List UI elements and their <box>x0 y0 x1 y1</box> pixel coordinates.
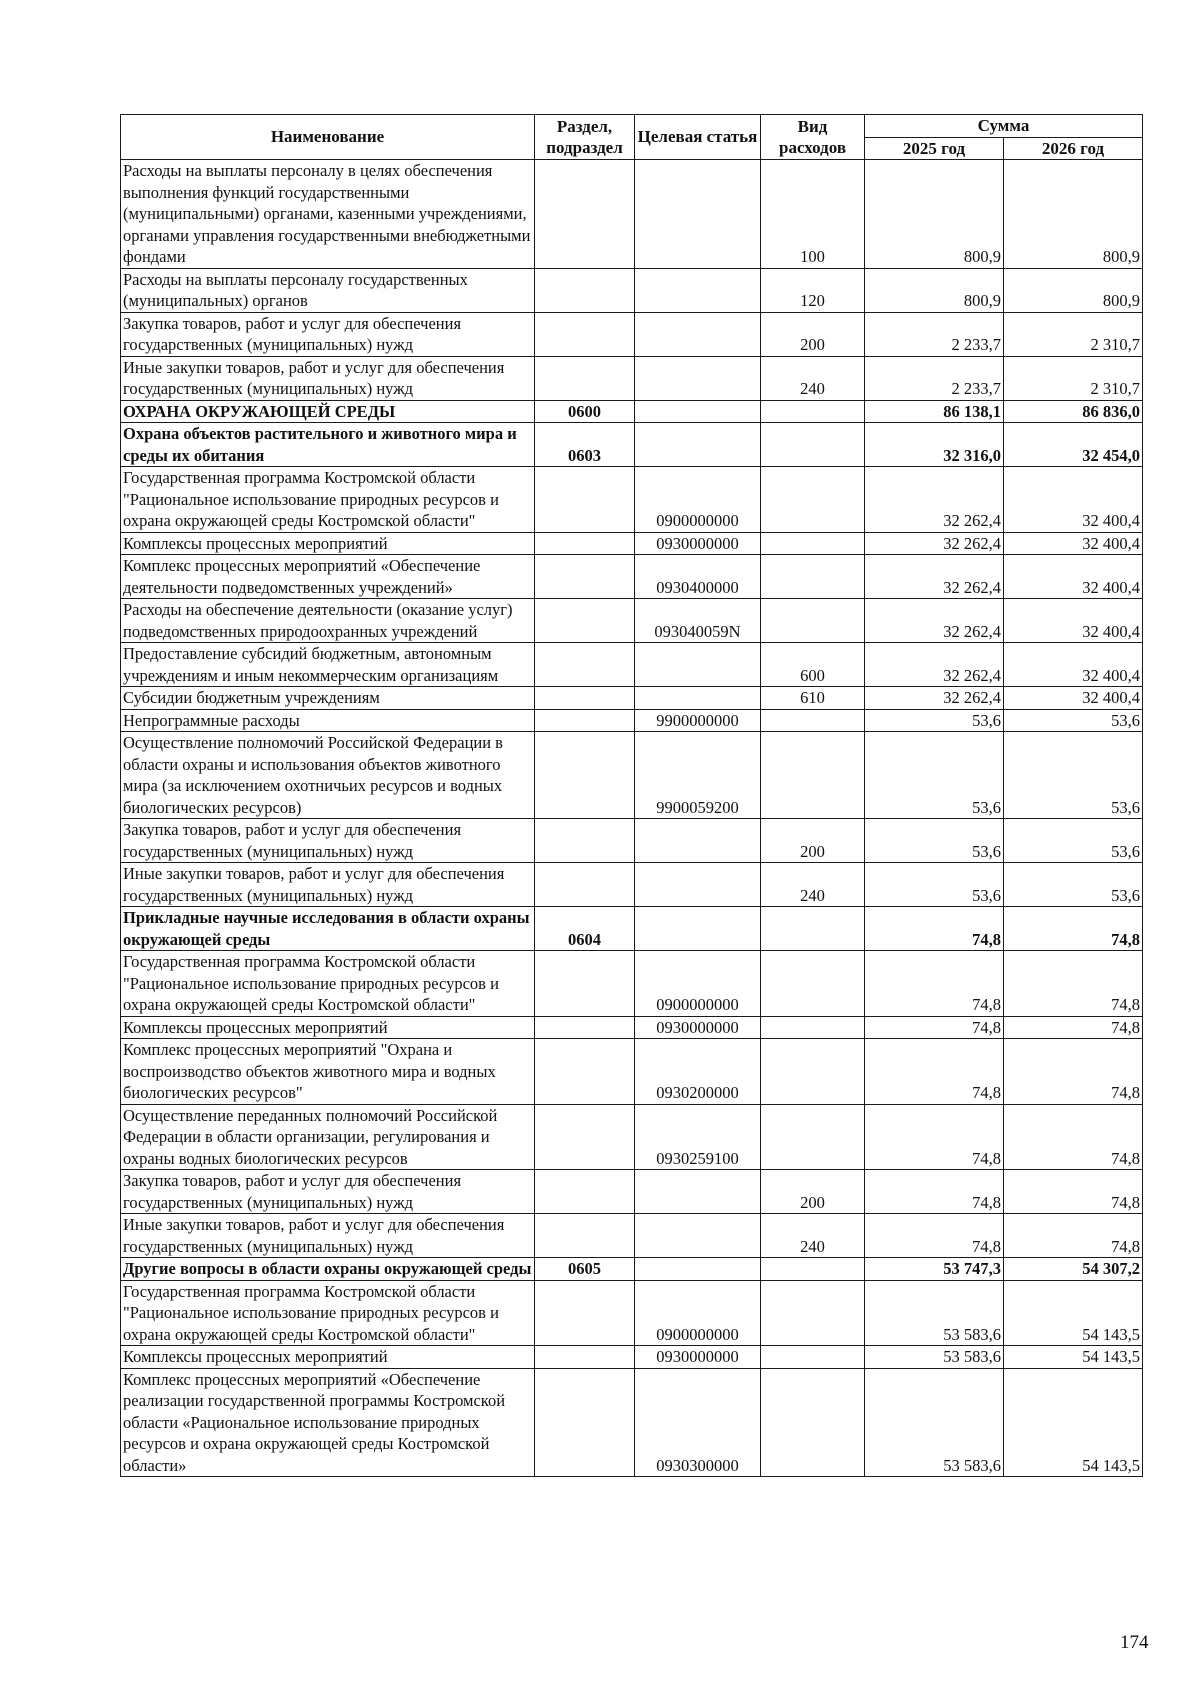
row-sum-2026: 2 310,7 <box>1004 356 1143 400</box>
row-section <box>535 1104 635 1170</box>
row-target: 0900000000 <box>635 951 761 1017</box>
row-target: 0900000000 <box>635 1280 761 1346</box>
row-target: 0930259100 <box>635 1104 761 1170</box>
table-row <box>121 400 1143 423</box>
row-kind <box>761 1258 865 1281</box>
row-sum-2025: 74,8 <box>865 907 1004 951</box>
row-sum-2025: 53,6 <box>865 863 1004 907</box>
row-name: Комплекс процессных мероприятий "Охрана и воспроизводство объектов животного мира и водных биологических ресурсов" <box>121 1039 535 1105</box>
row-sum-2025: 32 262,4 <box>865 555 1004 599</box>
table-row <box>121 312 1143 356</box>
row-section <box>535 1346 635 1369</box>
row-sum-2026: 74,8 <box>1004 1104 1143 1170</box>
row-sum-2026: 54 143,5 <box>1004 1280 1143 1346</box>
row-target <box>635 423 761 467</box>
page-number: 174 <box>1120 1632 1149 1653</box>
row-sum-2025: 53 583,6 <box>865 1280 1004 1346</box>
row-kind <box>761 1368 865 1477</box>
row-sum-2025: 74,8 <box>865 1039 1004 1105</box>
row-target: 9900059200 <box>635 732 761 819</box>
row-kind: 100 <box>761 160 865 269</box>
table-row <box>121 1258 1143 1281</box>
row-name: Непрограммные расходы <box>121 709 535 732</box>
row-sum-2026: 53,6 <box>1004 732 1143 819</box>
row-sum-2025: 86 138,1 <box>865 400 1004 423</box>
header-name: Наименование <box>121 115 535 160</box>
row-name: Другие вопросы в области охраны окружающей среды <box>121 1258 535 1281</box>
row-target <box>635 863 761 907</box>
row-target: 093040059N <box>635 599 761 643</box>
row-kind <box>761 709 865 732</box>
row-kind: 610 <box>761 687 865 710</box>
row-target <box>635 1258 761 1281</box>
row-section <box>535 732 635 819</box>
row-sum-2025: 800,9 <box>865 268 1004 312</box>
row-sum-2025: 53 583,6 <box>865 1368 1004 1477</box>
row-kind <box>761 400 865 423</box>
row-kind: 240 <box>761 863 865 907</box>
table-row <box>121 1214 1143 1258</box>
table-row <box>121 1280 1143 1346</box>
row-name: Осуществление полномочий Российской Федерации в области охраны и использования объектов животного мира (за исключением охотничьих ресурсов и водных биологических ресурсов) <box>121 732 535 819</box>
row-sum-2026: 86 836,0 <box>1004 400 1143 423</box>
row-target: 0930300000 <box>635 1368 761 1477</box>
header-2025: 2025 год <box>865 137 1004 160</box>
table-row <box>121 687 1143 710</box>
row-kind <box>761 907 865 951</box>
row-kind: 600 <box>761 643 865 687</box>
row-section <box>535 709 635 732</box>
row-sum-2026: 74,8 <box>1004 1214 1143 1258</box>
row-target: 0930000000 <box>635 532 761 555</box>
row-kind: 240 <box>761 356 865 400</box>
row-section: 0600 <box>535 400 635 423</box>
row-target: 0930000000 <box>635 1016 761 1039</box>
row-name: Закупка товаров, работ и услуг для обеспечения государственных (муниципальных) нужд <box>121 1170 535 1214</box>
header-2026: 2026 год <box>1004 137 1143 160</box>
header-target: Целевая статья <box>635 115 761 160</box>
row-section <box>535 1214 635 1258</box>
row-target <box>635 1170 761 1214</box>
row-target <box>635 687 761 710</box>
row-sum-2026: 74,8 <box>1004 907 1143 951</box>
row-name: Закупка товаров, работ и услуг для обеспечения государственных (муниципальных) нужд <box>121 312 535 356</box>
row-name: Иные закупки товаров, работ и услуг для обеспечения государственных (муниципальных) нужд <box>121 356 535 400</box>
table-row <box>121 732 1143 819</box>
row-kind: 200 <box>761 1170 865 1214</box>
table-row <box>121 1368 1143 1477</box>
table-row <box>121 819 1143 863</box>
row-kind: 120 <box>761 268 865 312</box>
row-sum-2026: 74,8 <box>1004 1016 1143 1039</box>
row-sum-2026: 800,9 <box>1004 160 1143 269</box>
row-sum-2026: 53,6 <box>1004 819 1143 863</box>
row-sum-2026: 54 143,5 <box>1004 1346 1143 1369</box>
row-section <box>535 467 635 533</box>
row-sum-2026: 54 307,2 <box>1004 1258 1143 1281</box>
row-kind <box>761 555 865 599</box>
row-name: Осуществление переданных полномочий Российской Федерации в области организации, регулирования и охраны водных биологических ресурсов <box>121 1104 535 1170</box>
header-kind: Вид расходов <box>761 115 865 160</box>
row-section <box>535 268 635 312</box>
table-body <box>121 160 1143 1477</box>
row-sum-2025: 2 233,7 <box>865 312 1004 356</box>
row-sum-2025: 74,8 <box>865 1104 1004 1170</box>
table-row <box>121 863 1143 907</box>
row-section: 0604 <box>535 907 635 951</box>
row-sum-2025: 32 262,4 <box>865 599 1004 643</box>
row-sum-2025: 74,8 <box>865 1214 1004 1258</box>
row-name: Государственная программа Костромской области "Рациональное использование природных ресурсов и охрана окружающей среды Костромской области" <box>121 1280 535 1346</box>
row-kind <box>761 532 865 555</box>
table-row <box>121 1104 1143 1170</box>
row-name: Прикладные научные исследования в области охраны окружающей среды <box>121 907 535 951</box>
table-row <box>121 951 1143 1017</box>
row-kind <box>761 1346 865 1369</box>
row-kind <box>761 467 865 533</box>
row-sum-2026: 32 400,4 <box>1004 532 1143 555</box>
row-kind <box>761 951 865 1017</box>
table-row <box>121 1016 1143 1039</box>
row-name: Охрана объектов растительного и животного мира и среды их обитания <box>121 423 535 467</box>
row-sum-2025: 32 316,0 <box>865 423 1004 467</box>
table-row <box>121 555 1143 599</box>
row-sum-2026: 74,8 <box>1004 1039 1143 1105</box>
table-row <box>121 907 1143 951</box>
table-row <box>121 356 1143 400</box>
row-sum-2026: 54 143,5 <box>1004 1368 1143 1477</box>
row-name: Субсидии бюджетным учреждениям <box>121 687 535 710</box>
row-sum-2025: 53 747,3 <box>865 1258 1004 1281</box>
row-target <box>635 160 761 269</box>
row-target <box>635 819 761 863</box>
table-row <box>121 467 1143 533</box>
row-name: Расходы на выплаты персоналу в целях обеспечения выполнения функций государственными (муниципальными) органами, казенными учреждениями, органами управления государственными внебюджетными фондами <box>121 160 535 269</box>
row-target <box>635 643 761 687</box>
row-name: Комплексы процессных мероприятий <box>121 1016 535 1039</box>
row-sum-2025: 53,6 <box>865 709 1004 732</box>
row-name: Закупка товаров, работ и услуг для обеспечения государственных (муниципальных) нужд <box>121 819 535 863</box>
row-section <box>535 1039 635 1105</box>
table-row <box>121 268 1143 312</box>
row-name: Комплекс процессных мероприятий «Обеспечение реализации государственной программы Костромской области «Рациональное использование природных ресурсов и охрана окружающей среды Костромской области» <box>121 1368 535 1477</box>
row-sum-2026: 2 310,7 <box>1004 312 1143 356</box>
row-target: 9900000000 <box>635 709 761 732</box>
row-sum-2026: 32 400,4 <box>1004 643 1143 687</box>
row-name: Расходы на обеспечение деятельности (оказание услуг) подведомственных природоохранных учреждений <box>121 599 535 643</box>
row-kind: 200 <box>761 819 865 863</box>
row-kind: 200 <box>761 312 865 356</box>
row-name: Комплексы процессных мероприятий <box>121 1346 535 1369</box>
row-section <box>535 312 635 356</box>
row-section <box>535 532 635 555</box>
row-kind <box>761 732 865 819</box>
row-section <box>535 160 635 269</box>
row-target <box>635 312 761 356</box>
row-kind <box>761 1039 865 1105</box>
row-sum-2026: 32 400,4 <box>1004 555 1143 599</box>
row-sum-2025: 32 262,4 <box>865 532 1004 555</box>
table-row <box>121 160 1143 269</box>
row-name: Расходы на выплаты персоналу государственных (муниципальных) органов <box>121 268 535 312</box>
row-target <box>635 268 761 312</box>
row-section <box>535 1280 635 1346</box>
row-sum-2025: 53,6 <box>865 732 1004 819</box>
row-sum-2026: 74,8 <box>1004 951 1143 1017</box>
row-name: Иные закупки товаров, работ и услуг для обеспечения государственных (муниципальных) нужд <box>121 1214 535 1258</box>
row-kind <box>761 1104 865 1170</box>
table-row <box>121 1346 1143 1369</box>
row-sum-2025: 800,9 <box>865 160 1004 269</box>
row-section <box>535 951 635 1017</box>
table-row <box>121 709 1143 732</box>
row-sum-2025: 2 233,7 <box>865 356 1004 400</box>
row-kind <box>761 1016 865 1039</box>
row-sum-2026: 800,9 <box>1004 268 1143 312</box>
row-sum-2026: 32 400,4 <box>1004 467 1143 533</box>
row-section <box>535 599 635 643</box>
row-sum-2026: 74,8 <box>1004 1170 1143 1214</box>
row-section <box>535 819 635 863</box>
row-name: Предоставление субсидий бюджетным, автономным учреждениям и иным некоммерческим организациям <box>121 643 535 687</box>
row-section <box>535 356 635 400</box>
table-row <box>121 1039 1143 1105</box>
row-name: Государственная программа Костромской области "Рациональное использование природных ресурсов и охрана окружающей среды Костромской области" <box>121 951 535 1017</box>
row-sum-2025: 53,6 <box>865 819 1004 863</box>
row-kind <box>761 1280 865 1346</box>
row-section <box>535 863 635 907</box>
row-name: ОХРАНА ОКРУЖАЮЩЕЙ СРЕДЫ <box>121 400 535 423</box>
row-section <box>535 1016 635 1039</box>
row-target: 0900000000 <box>635 467 761 533</box>
row-target <box>635 907 761 951</box>
row-target <box>635 1214 761 1258</box>
row-sum-2025: 74,8 <box>865 951 1004 1017</box>
row-section <box>535 555 635 599</box>
row-name: Комплексы процессных мероприятий <box>121 532 535 555</box>
row-sum-2025: 32 262,4 <box>865 643 1004 687</box>
row-section <box>535 1170 635 1214</box>
row-section: 0605 <box>535 1258 635 1281</box>
row-section <box>535 687 635 710</box>
table-row <box>121 423 1143 467</box>
header-sum: Сумма <box>865 115 1143 138</box>
row-name: Комплекс процессных мероприятий «Обеспечение деятельности подведомственных учреждений» <box>121 555 535 599</box>
row-kind <box>761 599 865 643</box>
row-sum-2025: 32 262,4 <box>865 467 1004 533</box>
row-section <box>535 643 635 687</box>
row-section <box>535 1368 635 1477</box>
row-kind: 240 <box>761 1214 865 1258</box>
row-sum-2025: 74,8 <box>865 1016 1004 1039</box>
row-section: 0603 <box>535 423 635 467</box>
table-row <box>121 643 1143 687</box>
row-name: Государственная программа Костромской области "Рациональное использование природных ресурсов и охрана окружающей среды Костромской области" <box>121 467 535 533</box>
row-sum-2025: 32 262,4 <box>865 687 1004 710</box>
row-target <box>635 400 761 423</box>
row-target: 0930000000 <box>635 1346 761 1369</box>
header-section: Раздел, подраздел <box>535 115 635 160</box>
row-kind <box>761 423 865 467</box>
row-target: 0930400000 <box>635 555 761 599</box>
row-target <box>635 356 761 400</box>
row-sum-2026: 32 454,0 <box>1004 423 1143 467</box>
table-row <box>121 599 1143 643</box>
row-sum-2026: 32 400,4 <box>1004 599 1143 643</box>
row-sum-2026: 53,6 <box>1004 709 1143 732</box>
row-target: 0930200000 <box>635 1039 761 1105</box>
table-row <box>121 532 1143 555</box>
row-sum-2026: 53,6 <box>1004 863 1143 907</box>
table-row <box>121 1170 1143 1214</box>
row-sum-2025: 53 583,6 <box>865 1346 1004 1369</box>
row-name: Иные закупки товаров, работ и услуг для обеспечения государственных (муниципальных) нужд <box>121 863 535 907</box>
budget-table <box>120 114 1143 1477</box>
row-sum-2025: 74,8 <box>865 1170 1004 1214</box>
row-sum-2026: 32 400,4 <box>1004 687 1143 710</box>
